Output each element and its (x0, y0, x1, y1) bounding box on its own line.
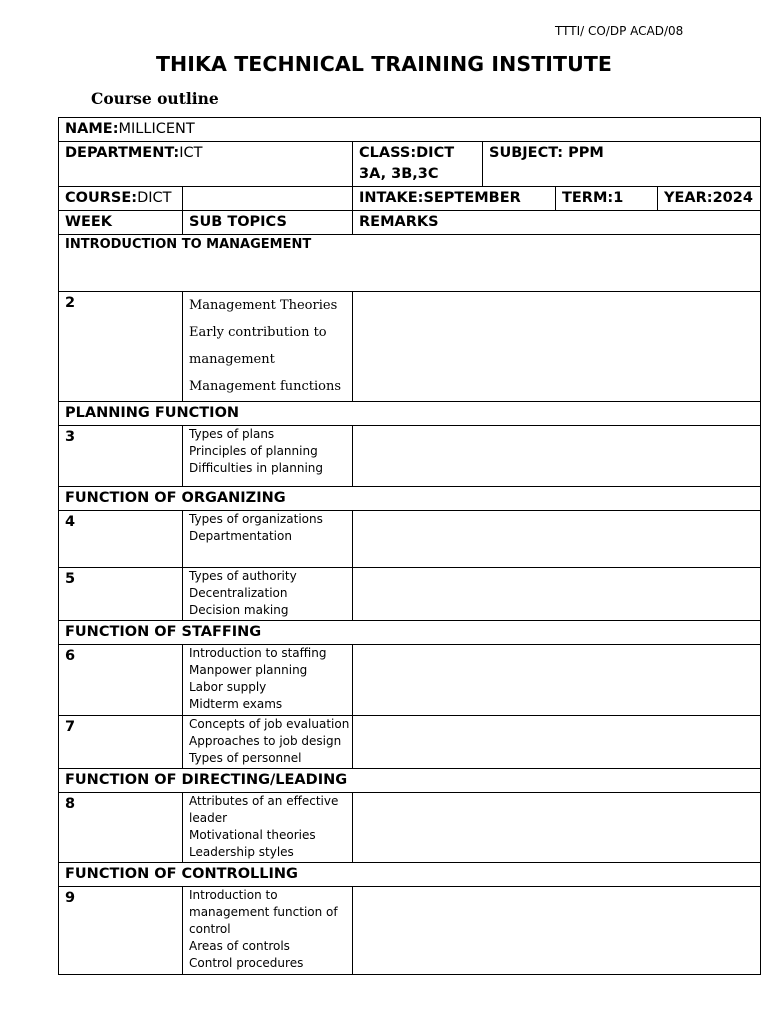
subtopic-item: management (189, 352, 275, 367)
page-subtitle: Course outline (91, 89, 219, 108)
remarks-column-header: REMARKS (353, 211, 761, 235)
remarks-cell (353, 793, 761, 863)
subtopics-cell (183, 426, 353, 487)
subtopic-item: Control procedures (189, 956, 304, 970)
subtopics-cell (183, 793, 353, 863)
section-intro-to-management: INTRODUCTION TO MANAGEMENT (59, 235, 761, 292)
subtopic-item: Difficulties in planning (189, 461, 324, 475)
subtopics-cell (183, 645, 353, 716)
week-row (59, 426, 761, 487)
week-row (59, 716, 761, 769)
subtopic-item: Approaches to job design (189, 734, 342, 748)
week-number: 6 (59, 645, 183, 716)
intake-cell: INTAKE:SEPTEMBER (353, 187, 556, 211)
subtopic-item: Early contribution to (189, 325, 327, 340)
subtopic-item: Types of authority (189, 569, 297, 583)
remarks-cell (353, 887, 761, 975)
week-row (59, 511, 761, 568)
course-cell (59, 187, 183, 211)
section-function-of-controlling: FUNCTION OF CONTROLLING (59, 863, 761, 887)
week-column-header: WEEK (59, 211, 183, 235)
subtopic-item: Decision making (189, 603, 289, 617)
section-function-of-directing-leading: FUNCTION OF DIRECTING/LEADING (59, 769, 761, 793)
document-reference: TTTI/ CO/DP ACAD/08 (555, 24, 684, 38)
section-planning-function: PLANNING FUNCTION (59, 402, 761, 426)
name-cell (59, 118, 761, 142)
section-function-of-staffing: FUNCTION OF STAFFING (59, 621, 761, 645)
remarks-cell (353, 568, 761, 621)
week-row (59, 887, 761, 975)
department-cell (59, 142, 353, 187)
subtopics-cell (183, 511, 353, 568)
section-row (59, 235, 761, 292)
subtopic-item: Midterm exams (189, 697, 283, 711)
week-row (59, 793, 761, 863)
department-label: DEPARTMENT: (65, 145, 180, 161)
course-label: COURSE: (65, 190, 138, 206)
subtopic-item: Introduction to staffing (189, 646, 327, 660)
week-row (59, 645, 761, 716)
subtopics-cell (183, 292, 353, 402)
remarks-cell (353, 645, 761, 716)
section-function-of-organizing: FUNCTION OF ORGANIZING (59, 487, 761, 511)
subtopic-item: Motivational theories (189, 828, 316, 842)
subtopic-item: Areas of controls (189, 939, 290, 953)
section-row (59, 402, 761, 426)
subtopic-item: Decentralization (189, 586, 288, 600)
column-header-row (59, 211, 761, 235)
week-number: 2 (59, 292, 183, 402)
subject-cell: SUBJECT: PPM (483, 142, 761, 187)
name-value: MILLICENT (118, 121, 195, 137)
section-row (59, 769, 761, 793)
subtopic-item: Concepts of job evaluation (189, 717, 350, 731)
subtopic-item: Types of personnel (189, 751, 302, 765)
subtopics-cell (183, 568, 353, 621)
term-cell: TERM:1 (556, 187, 658, 211)
week-number: 5 (59, 568, 183, 621)
course-value: DICT (137, 190, 172, 206)
subtopic-item: Leadership styles (189, 845, 294, 859)
subtopic-item: Types of organizations (189, 512, 323, 526)
subtopic-item: Management Theories (189, 298, 338, 313)
subtopic-item: Labor supply (189, 680, 267, 694)
subtopic-item: Principles of planning (189, 444, 318, 458)
course-row (59, 187, 761, 211)
institute-title: THIKA TECHNICAL TRAINING INSTITUTE (155, 52, 613, 76)
name-label: NAME: (65, 121, 119, 137)
subtopic-item: Management functions (189, 379, 342, 394)
empty-cell (183, 187, 353, 211)
subtopics-cell (183, 887, 353, 975)
subtopics-cell (183, 716, 353, 769)
subtopic-item: Attributes of an effective leader (189, 794, 339, 825)
week-number: 7 (59, 716, 183, 769)
week-number: 8 (59, 793, 183, 863)
year-cell: YEAR:2024 (658, 187, 761, 211)
name-row (59, 118, 761, 142)
department-value: ICT (179, 145, 203, 161)
section-row (59, 863, 761, 887)
section-row (59, 487, 761, 511)
remarks-cell (353, 511, 761, 568)
department-row (59, 142, 761, 187)
week-number: 9 (59, 887, 183, 975)
course-outline-table (58, 117, 761, 975)
subtopic-item: Types of plans (189, 427, 275, 441)
week-number: 3 (59, 426, 183, 487)
section-row (59, 621, 761, 645)
week-number: 4 (59, 511, 183, 568)
remarks-cell (353, 716, 761, 769)
remarks-cell (353, 426, 761, 487)
subtopic-item: Manpower planning (189, 663, 308, 677)
week-row (59, 292, 761, 402)
remarks-cell (353, 292, 761, 402)
subtopic-item: Departmentation (189, 529, 292, 543)
subtopics-column-header: SUB TOPICS (183, 211, 353, 235)
week-row (59, 568, 761, 621)
class-cell: CLASS:DICT 3A, 3B,3C (353, 142, 483, 187)
subtopic-item: Introduction to management function of control (189, 888, 338, 936)
